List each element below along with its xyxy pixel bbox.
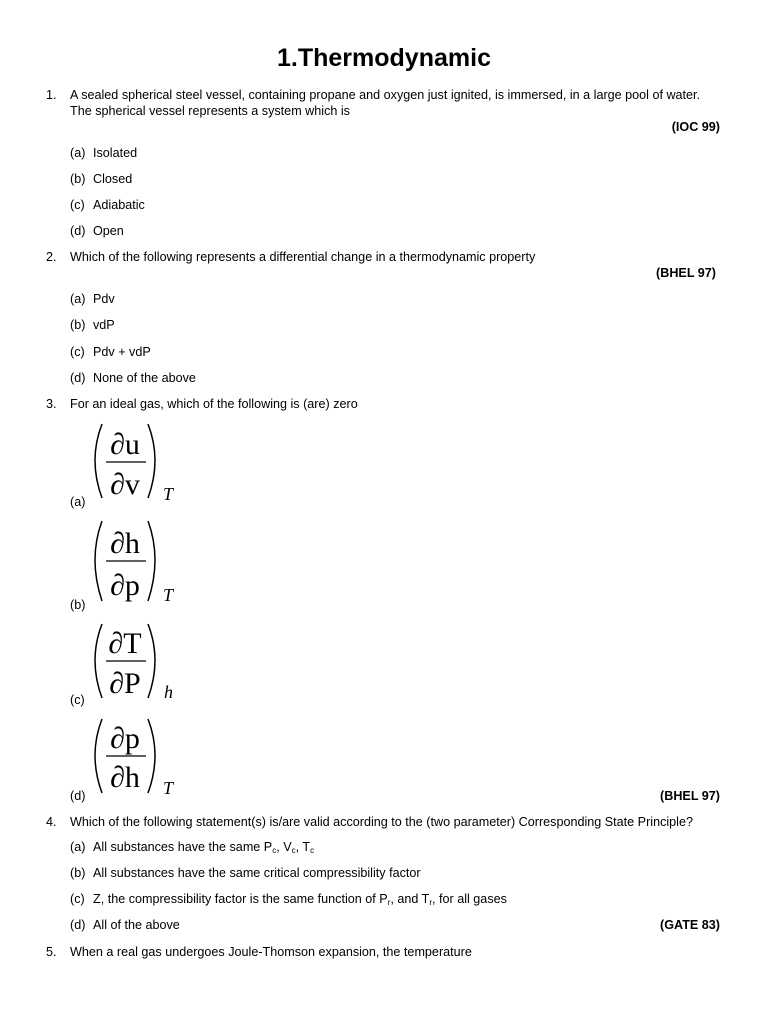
question-text: A sealed spherical steel vessel, containing propane and oxygen just ignited, is immersed, in a large pool of water. xyxy=(70,88,701,102)
option-text: Isolated xyxy=(93,146,138,160)
denominator: ∂v xyxy=(110,468,140,501)
option-label: (b) xyxy=(70,598,86,612)
subscript: h xyxy=(164,682,173,702)
page-title: 1.Thermodynamic xyxy=(277,44,491,72)
numerator: ∂T xyxy=(108,627,142,660)
left-paren xyxy=(95,719,102,793)
option-text: Open xyxy=(93,224,124,238)
question-source: (BHEL 97) xyxy=(660,789,720,803)
right-paren xyxy=(148,424,155,498)
question-text: Which of the following statement(s) is/are valid according to the (two parameter) Corresponding State Principle? xyxy=(70,815,693,829)
option-label: (d) xyxy=(70,224,86,238)
option-label: (d) xyxy=(70,918,86,932)
question-number: 5. xyxy=(46,945,57,959)
option-label: (b) xyxy=(70,172,86,186)
left-paren xyxy=(95,521,102,601)
question-text: When a real gas undergoes Joule-Thomson expansion, the temperature xyxy=(70,945,472,959)
option-label: (a) xyxy=(70,292,86,306)
question-source: (IOC 99) xyxy=(671,120,720,134)
partial-derivative-formula xyxy=(88,715,198,800)
subscript: T xyxy=(163,778,174,798)
option-label: (c) xyxy=(70,198,85,212)
denominator: ∂p xyxy=(110,569,140,602)
question-number: 3. xyxy=(46,397,57,411)
partial-derivative-formula xyxy=(88,517,198,607)
right-paren xyxy=(148,624,155,698)
question-text-cont: The spherical vessel represents a system which is xyxy=(70,104,350,118)
option-label: (a) xyxy=(70,146,86,160)
option-text: Pdv + vdP xyxy=(93,345,151,359)
option-label: (b) xyxy=(70,318,86,332)
numerator: ∂u xyxy=(110,428,140,461)
partial-derivative-formula xyxy=(88,620,198,705)
option-text: Closed xyxy=(93,172,133,186)
option-text: All of the above xyxy=(93,918,180,932)
left-paren xyxy=(95,624,102,698)
option-text: None of the above xyxy=(93,371,196,385)
option-label: (b) xyxy=(70,866,86,880)
option-label: (a) xyxy=(70,840,86,854)
right-paren xyxy=(148,719,155,793)
option-label: (a) xyxy=(70,495,86,509)
option-text: Adiabatic xyxy=(93,198,145,212)
option-text: Pdv xyxy=(93,292,115,306)
option-text: Z, the compressibility factor is the same function of $P_r$, and $T_r$, for all gases xyxy=(93,892,507,907)
option-text: All substances have the same critical compressibility factor xyxy=(93,866,421,880)
denominator: ∂P xyxy=(109,667,141,700)
question-text: For an ideal gas, which of the following is (are) zero xyxy=(70,397,358,411)
question-number: 4. xyxy=(46,815,57,829)
question-source: (BHEL 97) xyxy=(656,266,716,280)
option-label: (d) xyxy=(70,789,86,803)
option-label: (c) xyxy=(70,693,85,707)
numerator: ∂p xyxy=(110,722,140,755)
left-paren xyxy=(95,424,102,498)
denominator: ∂h xyxy=(110,761,140,794)
question-number: 1. xyxy=(46,88,57,102)
question-text: Which of the following represents a differential change in a thermodynamic property xyxy=(70,250,536,264)
option-text: vdP xyxy=(93,318,115,332)
right-paren xyxy=(148,521,155,601)
option-text: All substances have the same $P_c$, $V_c$, $T_c$ xyxy=(93,840,315,855)
subscript: T xyxy=(163,484,174,504)
option-label: (c) xyxy=(70,892,85,906)
numerator: ∂h xyxy=(110,527,140,560)
option-label: (c) xyxy=(70,345,85,359)
question-source: (GATE 83) xyxy=(660,918,720,932)
option-label: (d) xyxy=(70,371,86,385)
partial-derivative-formula xyxy=(88,420,198,510)
question-number: 2. xyxy=(46,250,57,264)
subscript: T xyxy=(163,585,174,605)
